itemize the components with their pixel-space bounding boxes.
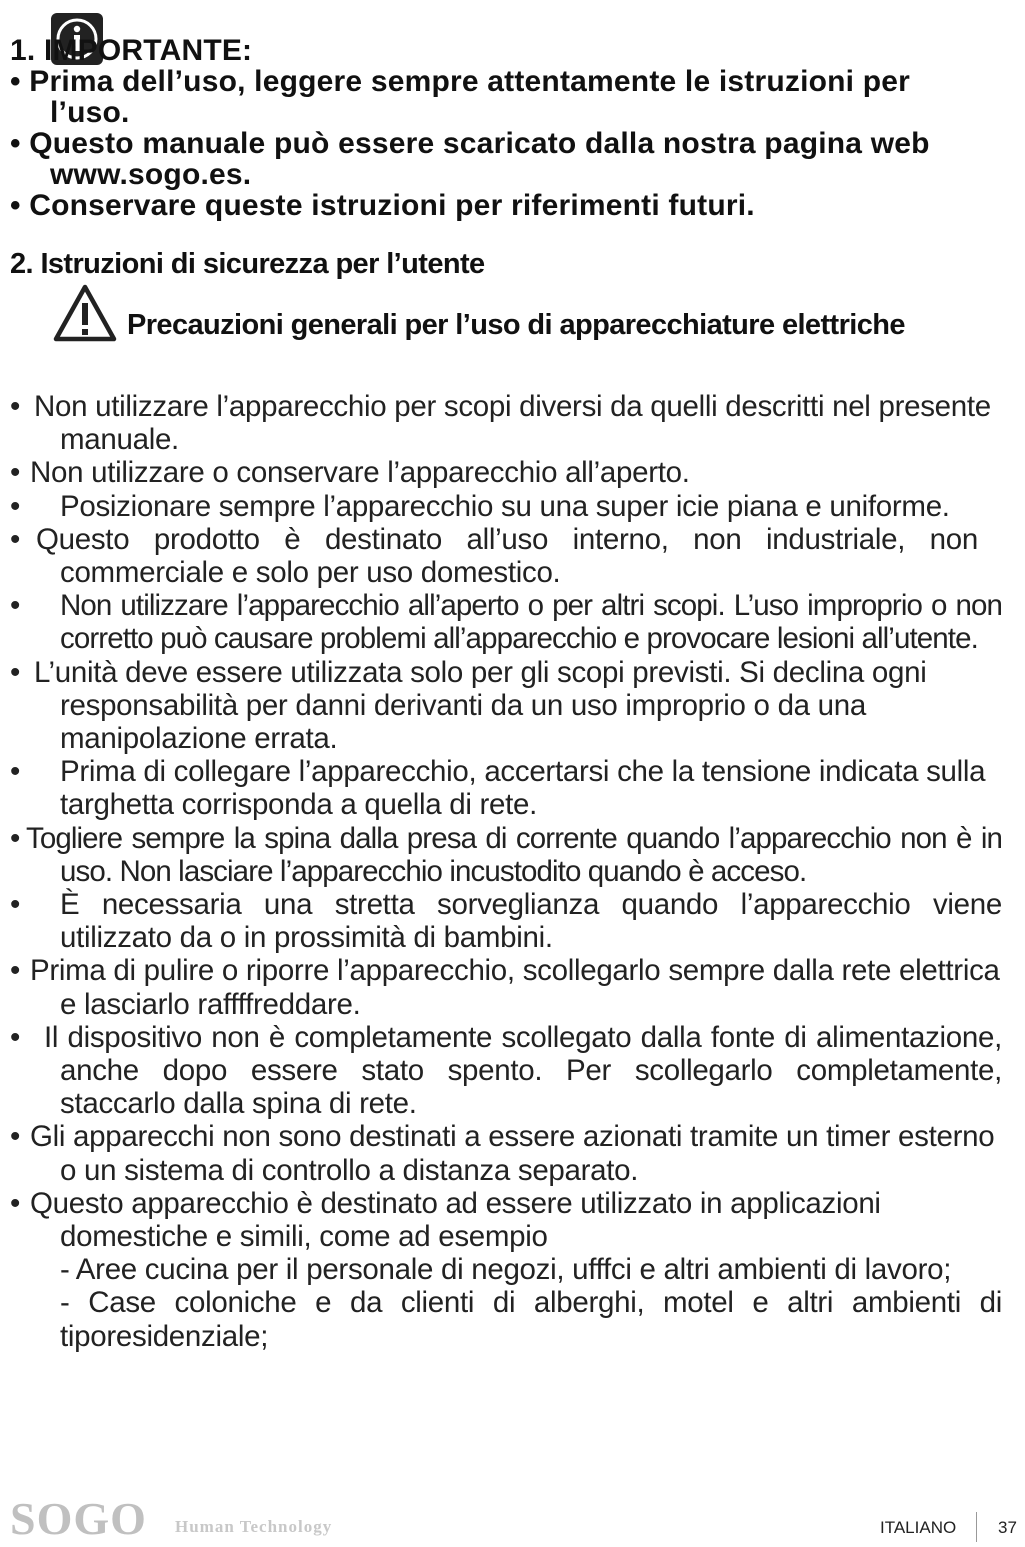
list-item: • Prima di collegare l’apparecchio, accertarsi che la tensione indicata sulla targhetta corrisponda a quella di rete.	[10, 755, 986, 822]
footer-language: ITALIANO	[880, 1518, 957, 1537]
safety-list	[10, 390, 1002, 1353]
section-2-subheading: Precauzioni generali per l’uso di apparecchiature elettriche	[127, 309, 905, 341]
logo-tagline: Human Technology	[175, 1517, 333, 1536]
list-item: • Gli apparecchi non sono destinati a essere azionati tramite un timer esterno o un sistema di controllo a distanza separato.	[10, 1120, 995, 1187]
list-item: • Posizionare sempre l’apparecchio su una super icie piana e uniforme.	[10, 489, 950, 523]
list-item: • Non utilizzare l’apparecchio all’aperto o per altri scopi. L’uso improprio o non corretto può causare problemi all’apparecchio e provocare lesioni all’utente.	[10, 589, 1002, 656]
sogo-logo: SOGO	[10, 1493, 147, 1544]
section-2-heading: 2. Istruzioni di sicurezza per l’utente	[10, 248, 485, 280]
important-item: • Conservare queste istruzioni per riferimenti futuri.	[10, 189, 755, 222]
important-list	[10, 66, 970, 221]
list-item: • Non utilizzare o conservare l’apparecchio all’aperto.	[10, 456, 690, 490]
list-item: • Questo apparecchio è destinato ad essere utilizzato in applicazioni domestiche e simili, come ad esempio	[10, 1186, 881, 1254]
important-item: • Prima dell’uso, leggere sempre attentamente le istruzioni per l’uso.	[10, 65, 911, 129]
footer-divider	[976, 1512, 977, 1542]
page-number: 37	[998, 1518, 1017, 1537]
list-item: • L’unità deve essere utilizzata solo per gli scopi previsti. Si declina ogni responsabilità per danni derivanti da un uso improprio o da una manipolazione errata.	[10, 655, 927, 756]
important-item: • Questo manuale può essere scaricato dalla nostra pagina web www.sogo.es.	[10, 127, 930, 191]
warning-icon	[52, 283, 118, 343]
list-item: • Prima di pulire o riporre l’apparecchio, scollegarlo sempre dalla rete elettrica e lasciarlo raffffreddare.	[10, 954, 1000, 1021]
sub-list-item: - Case coloniche e da clienti di alberghi, motel e altri ambienti di tiporesidenziale;	[60, 1286, 1002, 1353]
list-item: • Togliere sempre la spina dalla presa di corrente quando l’apparecchio non è in uso. Non lasciare l’apparecchio incustodito quando è acceso.	[10, 821, 1002, 888]
section-1-heading: 1. IMPORTANTE:	[10, 34, 253, 67]
list-item: • Questo prodotto è destinato all’uso interno, non industriale, non commerciale e solo per uso domestico.	[10, 522, 978, 590]
list-item: • Non utilizzare l’apparecchio per scopi diversi da quelli descritti nel presente manuale.	[10, 390, 991, 457]
sub-list-item: - Aree cucina per il personale di negozi, ufffci e altri ambienti di lavoro;	[60, 1253, 952, 1287]
list-item: • È necessaria una stretta sorveglianza quando l’apparecchio viene utilizzato da o in prossimità di bambini.	[10, 888, 1002, 955]
list-item: • Il dispositivo non è completamente scollegato dalla fonte di alimentazione, anche dopo essere stato spento. Per scollegarlo completamente, staccarlo dalla spina di rete.	[10, 1020, 1002, 1121]
